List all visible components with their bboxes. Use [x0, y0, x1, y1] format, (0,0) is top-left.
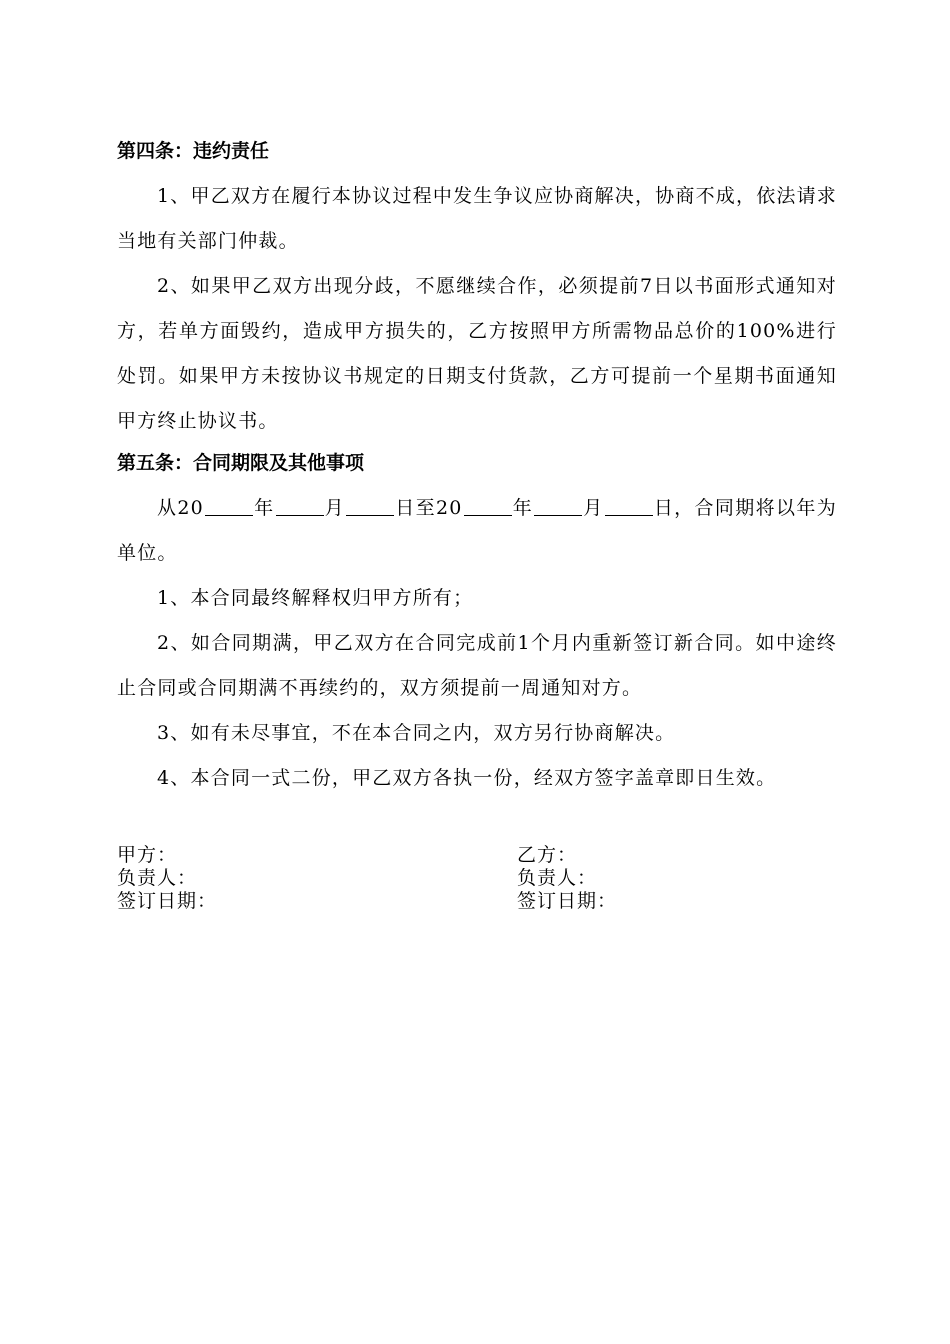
party-a-signature-block	[117, 844, 217, 913]
party-a-person-label: 负责人：	[117, 867, 198, 889]
party-b-date-label: 签订日期：	[517, 890, 618, 912]
blank-year-2	[464, 497, 512, 516]
party-b-person-label: 负责人：	[517, 867, 598, 889]
article-4-heading: 第四条：违约责任	[117, 140, 270, 162]
party-b-label: 乙方：	[517, 844, 578, 866]
blank-day-2	[605, 497, 653, 516]
party-b-signature-block	[517, 844, 617, 913]
article-5-heading: 第五条：合同期限及其他事项	[117, 452, 365, 474]
party-a-label: 甲方：	[117, 844, 178, 866]
contract-body	[117, 134, 837, 801]
blank-year-1	[205, 497, 253, 516]
term-day-to: 日至20	[395, 497, 463, 519]
article-4-clause-2: 2、如果甲乙双方出现分歧，不愿继续合作，必须提前7日以书面形式通知对方，若单方面毁约，造成甲方损失的，乙方按照甲方所需物品总价的100%进行处罚。如果甲方未按协议书规定的日期支付货款，乙方可提前一个星期书面通知甲方终止协议书。	[117, 275, 837, 432]
term-year-2: 年	[512, 497, 534, 519]
term-month-2: 月	[583, 497, 604, 519]
article-4-clause-1: 1、甲乙双方在履行本协议过程中发生争议应协商解决，协商不成，依法请求当地有关部门仲裁。	[117, 185, 837, 252]
term-year-1: 年	[253, 497, 275, 519]
blank-month-2	[534, 497, 582, 516]
article-5-clause-3: 3、如有未尽事宜，不在本合同之内，双方另行协商解决。	[157, 722, 676, 744]
term-from: 从20	[157, 497, 204, 519]
blank-month-1	[276, 497, 324, 516]
article-5-clause-2: 2、如合同期满，甲乙双方在合同完成前1个月内重新签订新合同。如中途终止合同或合同期满不再续约的，双方须提前一周通知对方。	[117, 632, 837, 699]
article-5-clause-1: 1、本合同最终解释权归甲方所有；	[157, 587, 474, 609]
blank-day-1	[346, 497, 394, 516]
party-a-date-label: 签订日期：	[117, 890, 218, 912]
contract-term-line	[117, 486, 837, 576]
term-tail: 日，合同期将以年为单位。	[117, 497, 837, 564]
term-month-1: 月	[324, 497, 346, 519]
article-5-clause-4: 4、本合同一式二份，甲乙双方各执一份，经双方签字盖章即日生效。	[157, 767, 777, 789]
